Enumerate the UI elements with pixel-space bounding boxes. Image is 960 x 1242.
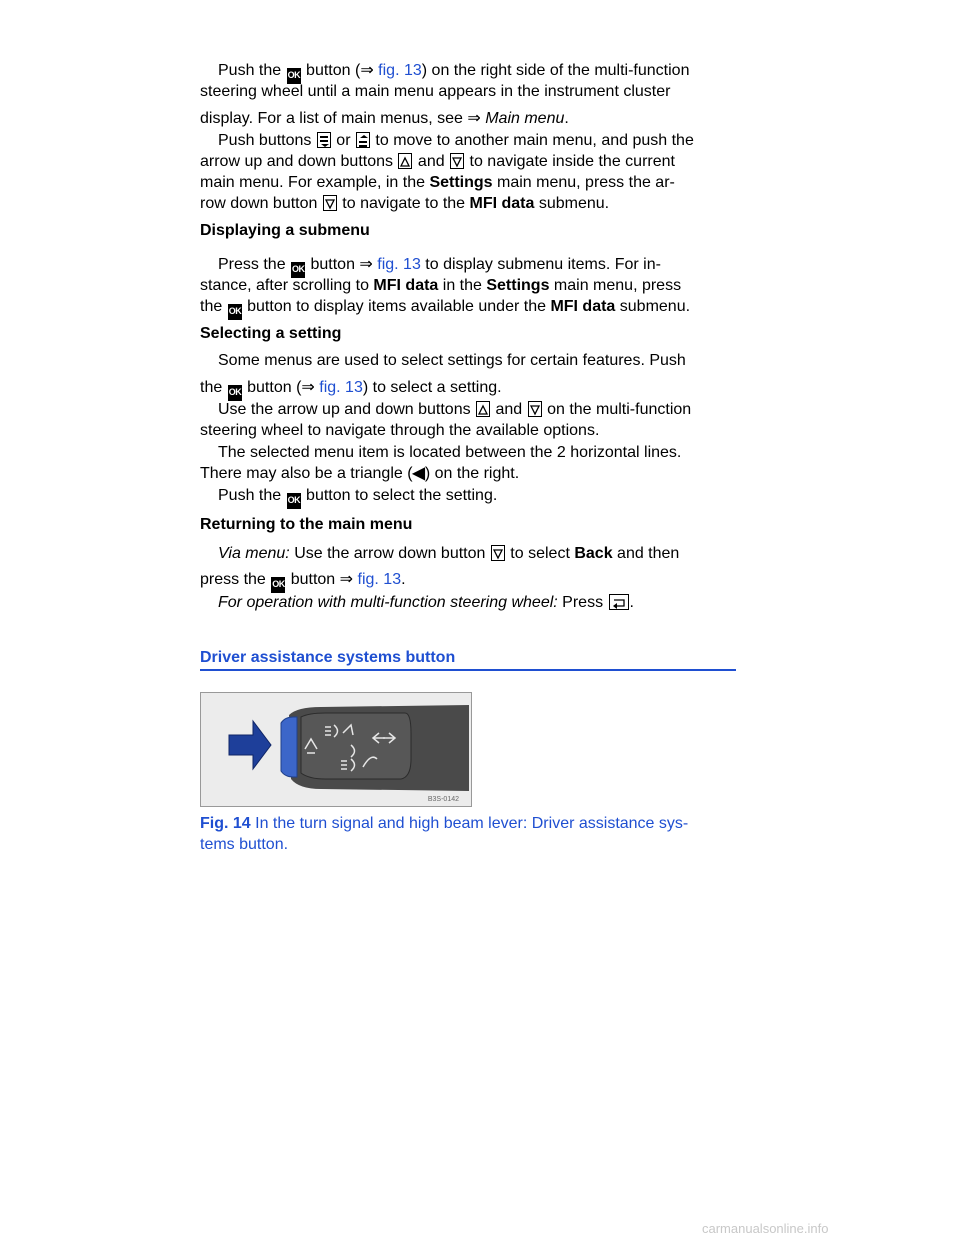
figure-caption: Fig. 14 In the turn signal and high beam lever: Driver assistance sys- tems button. [200,815,689,853]
paragraph-line: display. For a list of main menus, see ⇒ Main menu. [200,110,569,127]
figure-turn-signal-lever [200,692,472,807]
fig-13-link[interactable]: fig. 13 [378,62,422,79]
paragraph-line: Some menus are used to select settings for certain features. Push [218,352,686,369]
paragraph-line: arrow up and down buttons and to navigate inside the current [200,153,675,170]
paragraph-line: stance, after scrolling to MFI data in the Settings main menu, press [200,277,682,294]
triangle-left-icon: ◀ [412,465,425,482]
ok-button-icon: OK [271,577,285,593]
figure-label: Fig. 14 [200,815,251,832]
section-title: Driver assistance systems button [200,649,736,671]
ok-button-icon: OK [287,68,301,84]
paragraph-line: the OK button to display items available under the MFI data submenu. [200,296,740,320]
return-button-icon [609,594,629,610]
ok-button-icon: OK [228,304,242,320]
menu-left-button-icon [317,132,331,148]
fig-13-link[interactable]: fig. 13 [319,379,363,396]
paragraph-line: steering wheel until a main menu appears in the instrument cluster [200,83,671,100]
ok-button-icon: OK [291,262,305,278]
heading-selecting-setting: Selecting a setting [200,325,342,342]
paragraph-line: the OK button (⇒ fig. 13) to select a setting. [200,377,740,401]
paragraph-line: Push buttons or to move to another main menu, and push the [218,132,694,149]
paragraph-line: Push the OK button to select the setting. [200,485,758,509]
paragraph-ok-button: Push the OK button (⇒ fig. 13) on the right side of the multi-function [200,60,758,84]
fig-13-link[interactable]: fig. 13 [377,256,421,273]
fig-13-link[interactable]: fig. 13 [357,571,402,588]
paragraph-line: Via menu: Use the arrow down button to select Back and then [218,545,680,562]
arrow-down-button-icon [491,545,505,561]
paragraph-line: Use the arrow up and down buttons and on the multi-function [218,401,692,418]
paragraph-line: The selected menu item is located between the 2 horizontal lines. [218,444,682,461]
arrow-up-button-icon [398,153,412,169]
lever-illustration [201,693,471,806]
menu-right-button-icon [356,132,370,148]
paragraph-line: main menu. For example, in the Settings main menu, press the ar- [200,174,675,191]
main-menu-reference: Main menu [485,110,565,127]
heading-returning-main-menu: Returning to the main menu [200,516,413,533]
paragraph-line: Press the OK button ⇒ fig. 13 to display submenu items. For in- [200,254,758,278]
arrow-down-button-icon [323,195,337,211]
arrow-up-button-icon [476,401,490,417]
arrow-down-button-icon [450,153,464,169]
ok-button-icon: OK [287,493,301,509]
paragraph-line: row down button to navigate to the MFI data submenu. [200,195,610,212]
paragraph-line: steering wheel to navigate through the available options. [200,422,600,439]
watermark: carmanualsonline.info [702,1221,829,1236]
paragraph-line: For operation with multi-function steering wheel: Press . [218,594,634,611]
ok-button-icon: OK [228,385,242,401]
arrow-down-button-icon [528,401,542,417]
figure-code: B3S-0142 [427,796,459,803]
heading-displaying-submenu: Displaying a submenu [200,222,370,239]
paragraph-line: press the OK button ⇒ fig. 13. [200,569,740,593]
paragraph-line: There may also be a triangle (◀) on the right. [200,465,520,482]
